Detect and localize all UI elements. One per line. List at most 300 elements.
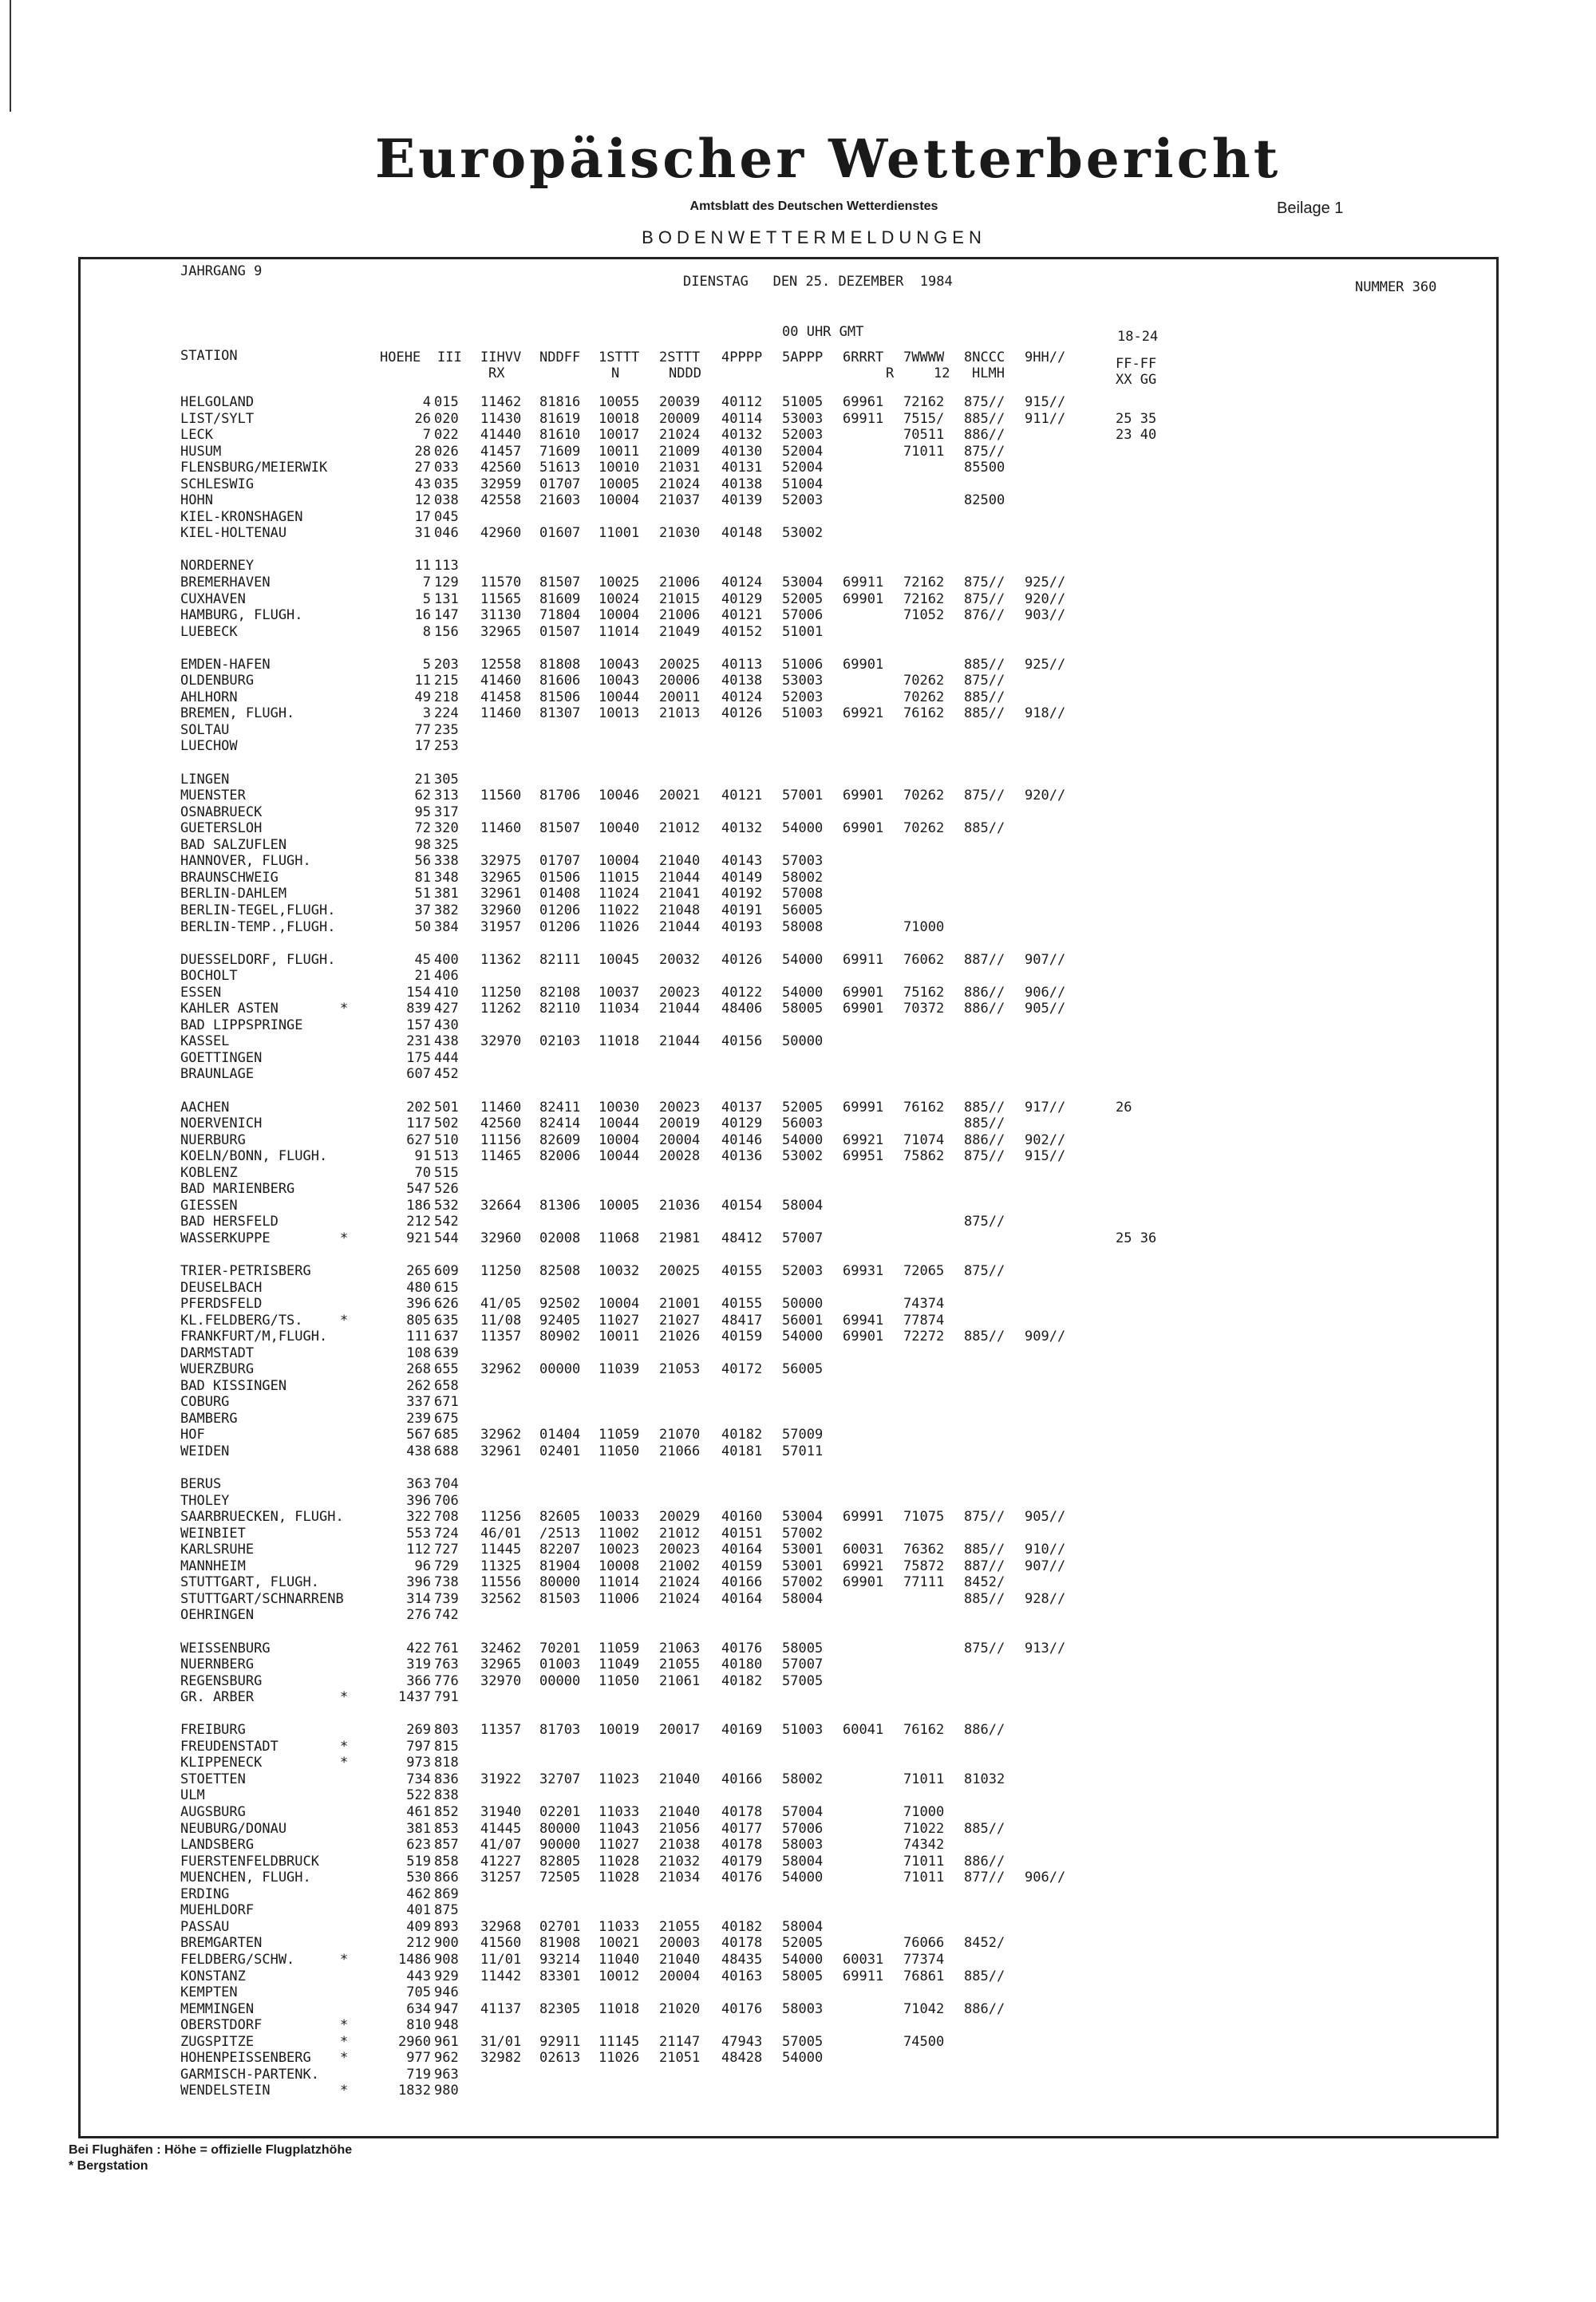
- cell-iii: 948: [434, 2017, 459, 2034]
- cell-group-8: 70262: [903, 788, 945, 804]
- cell-group-4: 21044: [659, 918, 701, 935]
- cell-group-8: 71052: [903, 607, 945, 624]
- cell-group-6: 53002: [782, 1148, 824, 1165]
- col-g4-sub: NDDD: [669, 365, 701, 381]
- cell-group-4: 21048: [659, 902, 701, 918]
- cell-iii: 866: [434, 1870, 459, 1886]
- cell-group-9: 887//: [964, 1558, 1005, 1574]
- cell-group-6: 53003: [782, 673, 824, 689]
- cell-group-5: 40177: [721, 1820, 763, 1837]
- cell-group-5: 40121: [721, 788, 763, 804]
- cell-group-6: 54000: [782, 1951, 824, 1968]
- cell-group-9: 885//: [964, 656, 1005, 673]
- cell-station: HOF: [180, 1427, 205, 1443]
- cell-group-10: 902//: [1025, 1131, 1066, 1148]
- cell-group-4: 21053: [659, 1361, 701, 1378]
- cell-group-10: 915//: [1025, 1148, 1066, 1165]
- cell-group-8: 75872: [903, 1558, 945, 1574]
- cell-group-4: 20039: [659, 394, 701, 410]
- cell-group-8: 72272: [903, 1329, 945, 1345]
- cell-group-1: 31257: [480, 1870, 522, 1886]
- cell-group-3: 11014: [598, 623, 640, 640]
- cell-group-9: 875//: [964, 1262, 1005, 1279]
- cell-group-5: 40160: [721, 1509, 763, 1526]
- cell-hoehe: 50: [414, 918, 431, 935]
- cell-station: BAD SALZUFLEN: [180, 836, 287, 853]
- cell-group-4: 21024: [659, 476, 701, 492]
- cell-group-3: 10024: [598, 590, 640, 607]
- cell-hoehe: 734: [406, 1771, 431, 1787]
- col-g2: NDDFF: [539, 349, 581, 365]
- cell-iii: 510: [434, 1131, 459, 1148]
- cell-hoehe: 805: [406, 1312, 431, 1329]
- cell-group-1: 41457: [480, 443, 522, 460]
- cell-group-1: 11445: [480, 1542, 522, 1558]
- cell-group-7: 60031: [843, 1951, 884, 1968]
- cell-group-3: 10044: [598, 1148, 640, 1165]
- cell-group-2: 32707: [539, 1771, 581, 1787]
- cell-group-4: 21013: [659, 705, 701, 722]
- cell-group-2: 01506: [539, 869, 581, 886]
- cell-group-9: 875//: [964, 590, 1005, 607]
- cell-group-1: 11/08: [480, 1312, 522, 1329]
- cell-group-8: 70262: [903, 689, 945, 705]
- cell-group-6: 57003: [782, 853, 824, 870]
- col-g7-sub: R: [886, 365, 895, 381]
- cell-group-5: 40178: [721, 1935, 763, 1952]
- cell-group-6: 56001: [782, 1312, 824, 1329]
- cell-group-3: 10021: [598, 1935, 640, 1952]
- cell-group-5: 48435: [721, 1951, 763, 1968]
- cell-group-2: 81904: [539, 1558, 581, 1574]
- cell-group-1: 32965: [480, 1656, 522, 1673]
- cell-hoehe: 81: [414, 869, 431, 886]
- cell-group-7: 69901: [843, 590, 884, 607]
- cell-group-6: 58004: [782, 1197, 824, 1214]
- cell-group-9: 885//: [964, 410, 1005, 427]
- cell-group-1: 11357: [480, 1722, 522, 1739]
- cell-group-5: 40121: [721, 607, 763, 624]
- cell-group-1: 46/01: [480, 1525, 522, 1542]
- cell-station: OEHRINGEN: [180, 1607, 255, 1624]
- cell-group-6: 51001: [782, 623, 824, 640]
- footnote-mountain: * Bergstation: [69, 2159, 148, 2173]
- cell-group-3: 10025: [598, 575, 640, 591]
- cell-group-10: 910//: [1025, 1542, 1066, 1558]
- cell-group-6: 58002: [782, 1771, 824, 1787]
- cell-group-2: 93214: [539, 1951, 581, 1968]
- cell-mountain-flag: *: [340, 1755, 349, 1771]
- cell-group-10: 907//: [1025, 951, 1066, 968]
- cell-group-9: 885//: [964, 1590, 1005, 1607]
- cell-station: HANNOVER, FLUGH.: [180, 853, 311, 870]
- cell-group-5: 48412: [721, 1230, 763, 1246]
- cell-group-8: 71011: [903, 1771, 945, 1787]
- cell-group-1: 41460: [480, 673, 522, 689]
- observation-time: 00 UHR GMT: [782, 324, 864, 340]
- cell-group-3: 11039: [598, 1361, 640, 1378]
- cell-group-6: 53004: [782, 575, 824, 591]
- cell-hoehe: 921: [406, 1230, 431, 1246]
- cell-hoehe: 1437: [398, 1689, 431, 1706]
- cell-group-5: 40113: [721, 656, 763, 673]
- cell-group-4: 21040: [659, 1771, 701, 1787]
- cell-hoehe: 381: [406, 1820, 431, 1837]
- cell-group-3: 11026: [598, 2050, 640, 2067]
- supplement-label: Beilage 1: [1277, 199, 1344, 217]
- cell-station: KARLSRUHE: [180, 1542, 255, 1558]
- cell-group-2: 01206: [539, 918, 581, 935]
- cell-group-8: 71011: [903, 443, 945, 460]
- cell-station: ULM: [180, 1787, 205, 1804]
- cell-group-5: 40112: [721, 394, 763, 410]
- cell-station: LIST/SYLT: [180, 410, 255, 427]
- cell-iii: 325: [434, 836, 459, 853]
- cell-group-8: 76362: [903, 1542, 945, 1558]
- cell-group-1: 11442: [480, 1968, 522, 1984]
- cell-iii: 708: [434, 1509, 459, 1526]
- cell-iii: 639: [434, 1344, 459, 1361]
- cell-group-5: 40126: [721, 705, 763, 722]
- cell-group-5: 40126: [721, 951, 763, 968]
- cell-station: FRANKFURT/M,FLUGH.: [180, 1329, 328, 1345]
- cell-group-2: 81307: [539, 705, 581, 722]
- cell-group-1: 11256: [480, 1509, 522, 1526]
- cell-group-9: 885//: [964, 1115, 1005, 1132]
- cell-hoehe: 112: [406, 1542, 431, 1558]
- cell-group-6: 54000: [782, 2050, 824, 2067]
- cell-group-1: 12558: [480, 656, 522, 673]
- cell-group-5: 40155: [721, 1296, 763, 1313]
- cell-iii: 961: [434, 2033, 459, 2050]
- cell-station: AHLHORN: [180, 689, 238, 705]
- cell-group-8: 71075: [903, 1509, 945, 1526]
- cell-group-9: 886//: [964, 984, 1005, 1001]
- cell-group-1: 11362: [480, 951, 522, 968]
- cell-group-4: 21056: [659, 1820, 701, 1837]
- cell-iii: 742: [434, 1607, 459, 1624]
- cell-group-2: 92502: [539, 1296, 581, 1313]
- cell-group-1: 32961: [480, 886, 522, 902]
- cell-group-3: 11023: [598, 1771, 640, 1787]
- cell-hoehe: 231: [406, 1033, 431, 1050]
- cell-hoehe: 396: [406, 1492, 431, 1509]
- cell-group-6: 52003: [782, 689, 824, 705]
- cell-group-4: 21027: [659, 1312, 701, 1329]
- cell-hoehe: 530: [406, 1870, 431, 1886]
- cell-iii: 532: [434, 1197, 459, 1214]
- cell-group-2: 81606: [539, 673, 581, 689]
- cell-hoehe: 634: [406, 2000, 431, 2017]
- cell-station: GOETTINGEN: [180, 1049, 263, 1066]
- cell-hoehe: 522: [406, 1787, 431, 1804]
- cell-group-3: 10030: [598, 1099, 640, 1115]
- cell-group-8: 74374: [903, 1296, 945, 1313]
- cell-iii: 706: [434, 1492, 459, 1509]
- cell-group-5: 40178: [721, 1804, 763, 1821]
- cell-station: KOELN/BONN, FLUGH.: [180, 1148, 328, 1165]
- cell-group-5: 40151: [721, 1525, 763, 1542]
- cell-mountain-flag: *: [340, 1951, 349, 1968]
- cell-group-4: 21034: [659, 1870, 701, 1886]
- cell-group-8: 76162: [903, 1722, 945, 1739]
- cell-group-4: 21015: [659, 590, 701, 607]
- col-g1: IIHVV: [480, 349, 522, 365]
- cell-group-1: 32959: [480, 476, 522, 492]
- cell-hoehe: 212: [406, 1935, 431, 1952]
- cell-group-9: 885//: [964, 1099, 1005, 1115]
- cell-group-4: 21001: [659, 1296, 701, 1313]
- cell-group-1: 11430: [480, 410, 522, 427]
- cell-station: BAMBERG: [180, 1410, 238, 1427]
- cell-station: KIEL-HOLTENAU: [180, 525, 287, 542]
- cell-group-1: 11250: [480, 1262, 522, 1279]
- cell-group-2: 01408: [539, 886, 581, 902]
- cell-group-9: 875//: [964, 443, 1005, 460]
- cell-station: ESSEN: [180, 984, 222, 1001]
- cell-station: DEUSELBACH: [180, 1279, 263, 1296]
- cell-group-9: 8452/: [964, 1574, 1005, 1591]
- cell-station: OBERSTDORF: [180, 2017, 263, 2034]
- cell-iii: 313: [434, 788, 459, 804]
- cell-group-8: 71022: [903, 1820, 945, 1837]
- cell-group-3: 10004: [598, 853, 640, 870]
- cell-group-2: 82411: [539, 1099, 581, 1115]
- cell-group-8: 74500: [903, 2033, 945, 2050]
- cell-iii: 658: [434, 1377, 459, 1394]
- col-g3: 1STTT: [598, 349, 640, 365]
- cell-hoehe: 72: [414, 820, 431, 837]
- cell-extra: 25 35: [1116, 410, 1157, 427]
- cell-group-3: 10018: [598, 410, 640, 427]
- cell-group-2: 82108: [539, 984, 581, 1001]
- cell-group-2: 02401: [539, 1443, 581, 1459]
- cell-group-3: 11027: [598, 1312, 640, 1329]
- cell-group-7: 69941: [843, 1312, 884, 1329]
- cell-group-5: 40159: [721, 1558, 763, 1574]
- cell-group-6: 51003: [782, 1722, 824, 1739]
- cell-group-5: 40176: [721, 1640, 763, 1656]
- cell-group-3: 10019: [598, 1722, 640, 1739]
- cell-station: WASSERKUPPE: [180, 1230, 271, 1246]
- cell-group-2: 81507: [539, 820, 581, 837]
- cell-group-3: 11026: [598, 918, 640, 935]
- cell-group-7: 69901: [843, 788, 884, 804]
- cell-group-3: 10044: [598, 689, 640, 705]
- cell-iii: 791: [434, 1689, 459, 1706]
- cell-group-5: 40146: [721, 1131, 763, 1148]
- cell-group-6: 58003: [782, 2000, 824, 2017]
- page-title: Europäischer Wetterbericht: [375, 128, 1282, 190]
- cell-hoehe: 567: [406, 1427, 431, 1443]
- cell-group-3: 10045: [598, 951, 640, 968]
- cell-group-1: 11250: [480, 984, 522, 1001]
- cell-iii: 858: [434, 1853, 459, 1870]
- cell-group-9: 8452/: [964, 1935, 1005, 1952]
- cell-group-5: 40172: [721, 1361, 763, 1378]
- cell-group-1: 32962: [480, 1361, 522, 1378]
- cell-group-7: 69911: [843, 951, 884, 968]
- cell-station: FLENSBURG/MEIERWIK: [180, 460, 328, 476]
- cell-group-4: 20023: [659, 984, 701, 1001]
- cell-iii: 609: [434, 1262, 459, 1279]
- cell-station: KOBLENZ: [180, 1164, 238, 1181]
- cell-group-5: 40164: [721, 1590, 763, 1607]
- cell-iii: 635: [434, 1312, 459, 1329]
- cell-iii: 406: [434, 968, 459, 985]
- cell-hoehe: 154: [406, 984, 431, 1001]
- cell-group-8: 77874: [903, 1312, 945, 1329]
- cell-iii: 946: [434, 1984, 459, 2001]
- cell-group-5: 40132: [721, 427, 763, 444]
- cell-group-4: 21024: [659, 1574, 701, 1591]
- cell-station: KASSEL: [180, 1033, 230, 1050]
- cell-station: STOETTEN: [180, 1771, 246, 1787]
- cell-iii: 147: [434, 607, 459, 624]
- cell-station: WEIDEN: [180, 1443, 230, 1459]
- cell-iii: 502: [434, 1115, 459, 1132]
- cell-station: EMDEN-HAFEN: [180, 656, 271, 673]
- cell-group-9: 875//: [964, 575, 1005, 591]
- cell-group-2: 81503: [539, 1590, 581, 1607]
- cell-group-9: 875//: [964, 394, 1005, 410]
- cell-group-2: 01206: [539, 902, 581, 918]
- cell-hoehe: 977: [406, 2050, 431, 2067]
- cell-station: NUERNBERG: [180, 1656, 255, 1673]
- cell-group-2: 81706: [539, 788, 581, 804]
- cell-hoehe: 27: [414, 460, 431, 476]
- cell-group-2: 81507: [539, 575, 581, 591]
- cell-group-4: 21040: [659, 853, 701, 870]
- cell-group-6: 51003: [782, 705, 824, 722]
- cell-group-7: 60041: [843, 1722, 884, 1739]
- cell-group-7: 69961: [843, 394, 884, 410]
- cell-hoehe: 797: [406, 1738, 431, 1755]
- cell-group-5: 40129: [721, 590, 763, 607]
- cell-group-6: 53002: [782, 525, 824, 542]
- cell-group-1: 32970: [480, 1033, 522, 1050]
- cell-group-4: 21051: [659, 2050, 701, 2067]
- cell-group-4: 20023: [659, 1542, 701, 1558]
- cell-extra: 23 40: [1116, 427, 1157, 444]
- cell-hoehe: 62: [414, 788, 431, 804]
- cell-station: NEUBURG/DONAU: [180, 1820, 287, 1837]
- cell-hoehe: 202: [406, 1099, 431, 1115]
- cell-group-5: 40124: [721, 689, 763, 705]
- cell-group-8: 7515/: [903, 410, 945, 427]
- cell-group-10: 905//: [1025, 1509, 1066, 1526]
- cell-group-1: 42560: [480, 1115, 522, 1132]
- cell-group-5: 40154: [721, 1197, 763, 1214]
- cell-group-5: 40149: [721, 869, 763, 886]
- cell-station: HUSUM: [180, 443, 222, 460]
- cell-iii: 727: [434, 1542, 459, 1558]
- cell-group-3: 11059: [598, 1640, 640, 1656]
- cell-group-9: 885//: [964, 705, 1005, 722]
- cell-group-2: 01003: [539, 1656, 581, 1673]
- cell-group-9: 875//: [964, 1509, 1005, 1526]
- cell-hoehe: 98: [414, 836, 431, 853]
- cell-group-2: 01507: [539, 623, 581, 640]
- cell-group-4: 21070: [659, 1427, 701, 1443]
- cell-hoehe: 705: [406, 1984, 431, 2001]
- cell-station: MUEHLDORF: [180, 1902, 255, 1919]
- cell-group-3: 11033: [598, 1918, 640, 1935]
- cell-group-5: 40155: [721, 1262, 763, 1279]
- cell-station: WEISSENBURG: [180, 1640, 271, 1656]
- cell-group-6: 54000: [782, 984, 824, 1001]
- cell-iii: 688: [434, 1443, 459, 1459]
- cell-iii: 818: [434, 1755, 459, 1771]
- cell-hoehe: 108: [406, 1344, 431, 1361]
- cell-iii: 020: [434, 410, 459, 427]
- cell-group-2: 02201: [539, 1804, 581, 1821]
- cell-iii: 215: [434, 673, 459, 689]
- cell-mountain-flag: *: [340, 2050, 349, 2067]
- cell-iii: 655: [434, 1361, 459, 1378]
- cell-station: HOHENPEISSENBERG: [180, 2050, 311, 2067]
- cell-mountain-flag: *: [340, 1689, 349, 1706]
- cell-station: KEMPTEN: [180, 1984, 238, 2001]
- cell-hoehe: 2960: [398, 2033, 431, 2050]
- cell-group-3: 11050: [598, 1672, 640, 1689]
- cell-hoehe: 337: [406, 1394, 431, 1411]
- cell-group-2: 83301: [539, 1968, 581, 1984]
- cell-group-3: 11022: [598, 902, 640, 918]
- cell-station: NORDERNEY: [180, 558, 255, 575]
- cell-station: WENDELSTEIN: [180, 2083, 271, 2099]
- cell-group-4: 21044: [659, 1033, 701, 1050]
- cell-iii: 626: [434, 1296, 459, 1313]
- cell-hoehe: 186: [406, 1197, 431, 1214]
- cell-group-4: 20004: [659, 1131, 701, 1148]
- cell-group-4: 21002: [659, 1558, 701, 1574]
- cell-group-4: 20019: [659, 1115, 701, 1132]
- cell-group-1: 11465: [480, 1148, 522, 1165]
- cell-group-6: 53003: [782, 410, 824, 427]
- cell-hoehe: 1486: [398, 1951, 431, 1968]
- cell-group-3: 10004: [598, 1296, 640, 1313]
- cell-group-1: 32965: [480, 869, 522, 886]
- cell-group-2: 02701: [539, 1918, 581, 1935]
- cell-group-1: 11357: [480, 1329, 522, 1345]
- cell-group-2: 71609: [539, 443, 581, 460]
- cell-group-4: 21032: [659, 1853, 701, 1870]
- cell-group-2: 81619: [539, 410, 581, 427]
- cell-group-1: 42560: [480, 460, 522, 476]
- cell-group-3: 10040: [598, 820, 640, 837]
- cell-mountain-flag: *: [340, 2033, 349, 2050]
- cell-group-3: 11015: [598, 869, 640, 886]
- cell-group-1: 32962: [480, 1427, 522, 1443]
- cell-group-8: 71011: [903, 1853, 945, 1870]
- cell-group-8: 70262: [903, 673, 945, 689]
- cell-group-4: 21037: [659, 492, 701, 509]
- cell-group-5: 40176: [721, 1870, 763, 1886]
- cell-iii: 857: [434, 1837, 459, 1854]
- cell-group-9: 875//: [964, 1148, 1005, 1165]
- cell-group-5: 40192: [721, 886, 763, 902]
- cell-group-10: 911//: [1025, 410, 1066, 427]
- cell-iii: 203: [434, 656, 459, 673]
- cell-iii: 444: [434, 1049, 459, 1066]
- cell-group-2: 02613: [539, 2050, 581, 2067]
- cell-group-3: 11068: [598, 1230, 640, 1246]
- cell-hoehe: 269: [406, 1722, 431, 1739]
- cell-group-8: 77111: [903, 1574, 945, 1591]
- cell-group-3: 11028: [598, 1870, 640, 1886]
- cell-group-9: 886//: [964, 427, 1005, 444]
